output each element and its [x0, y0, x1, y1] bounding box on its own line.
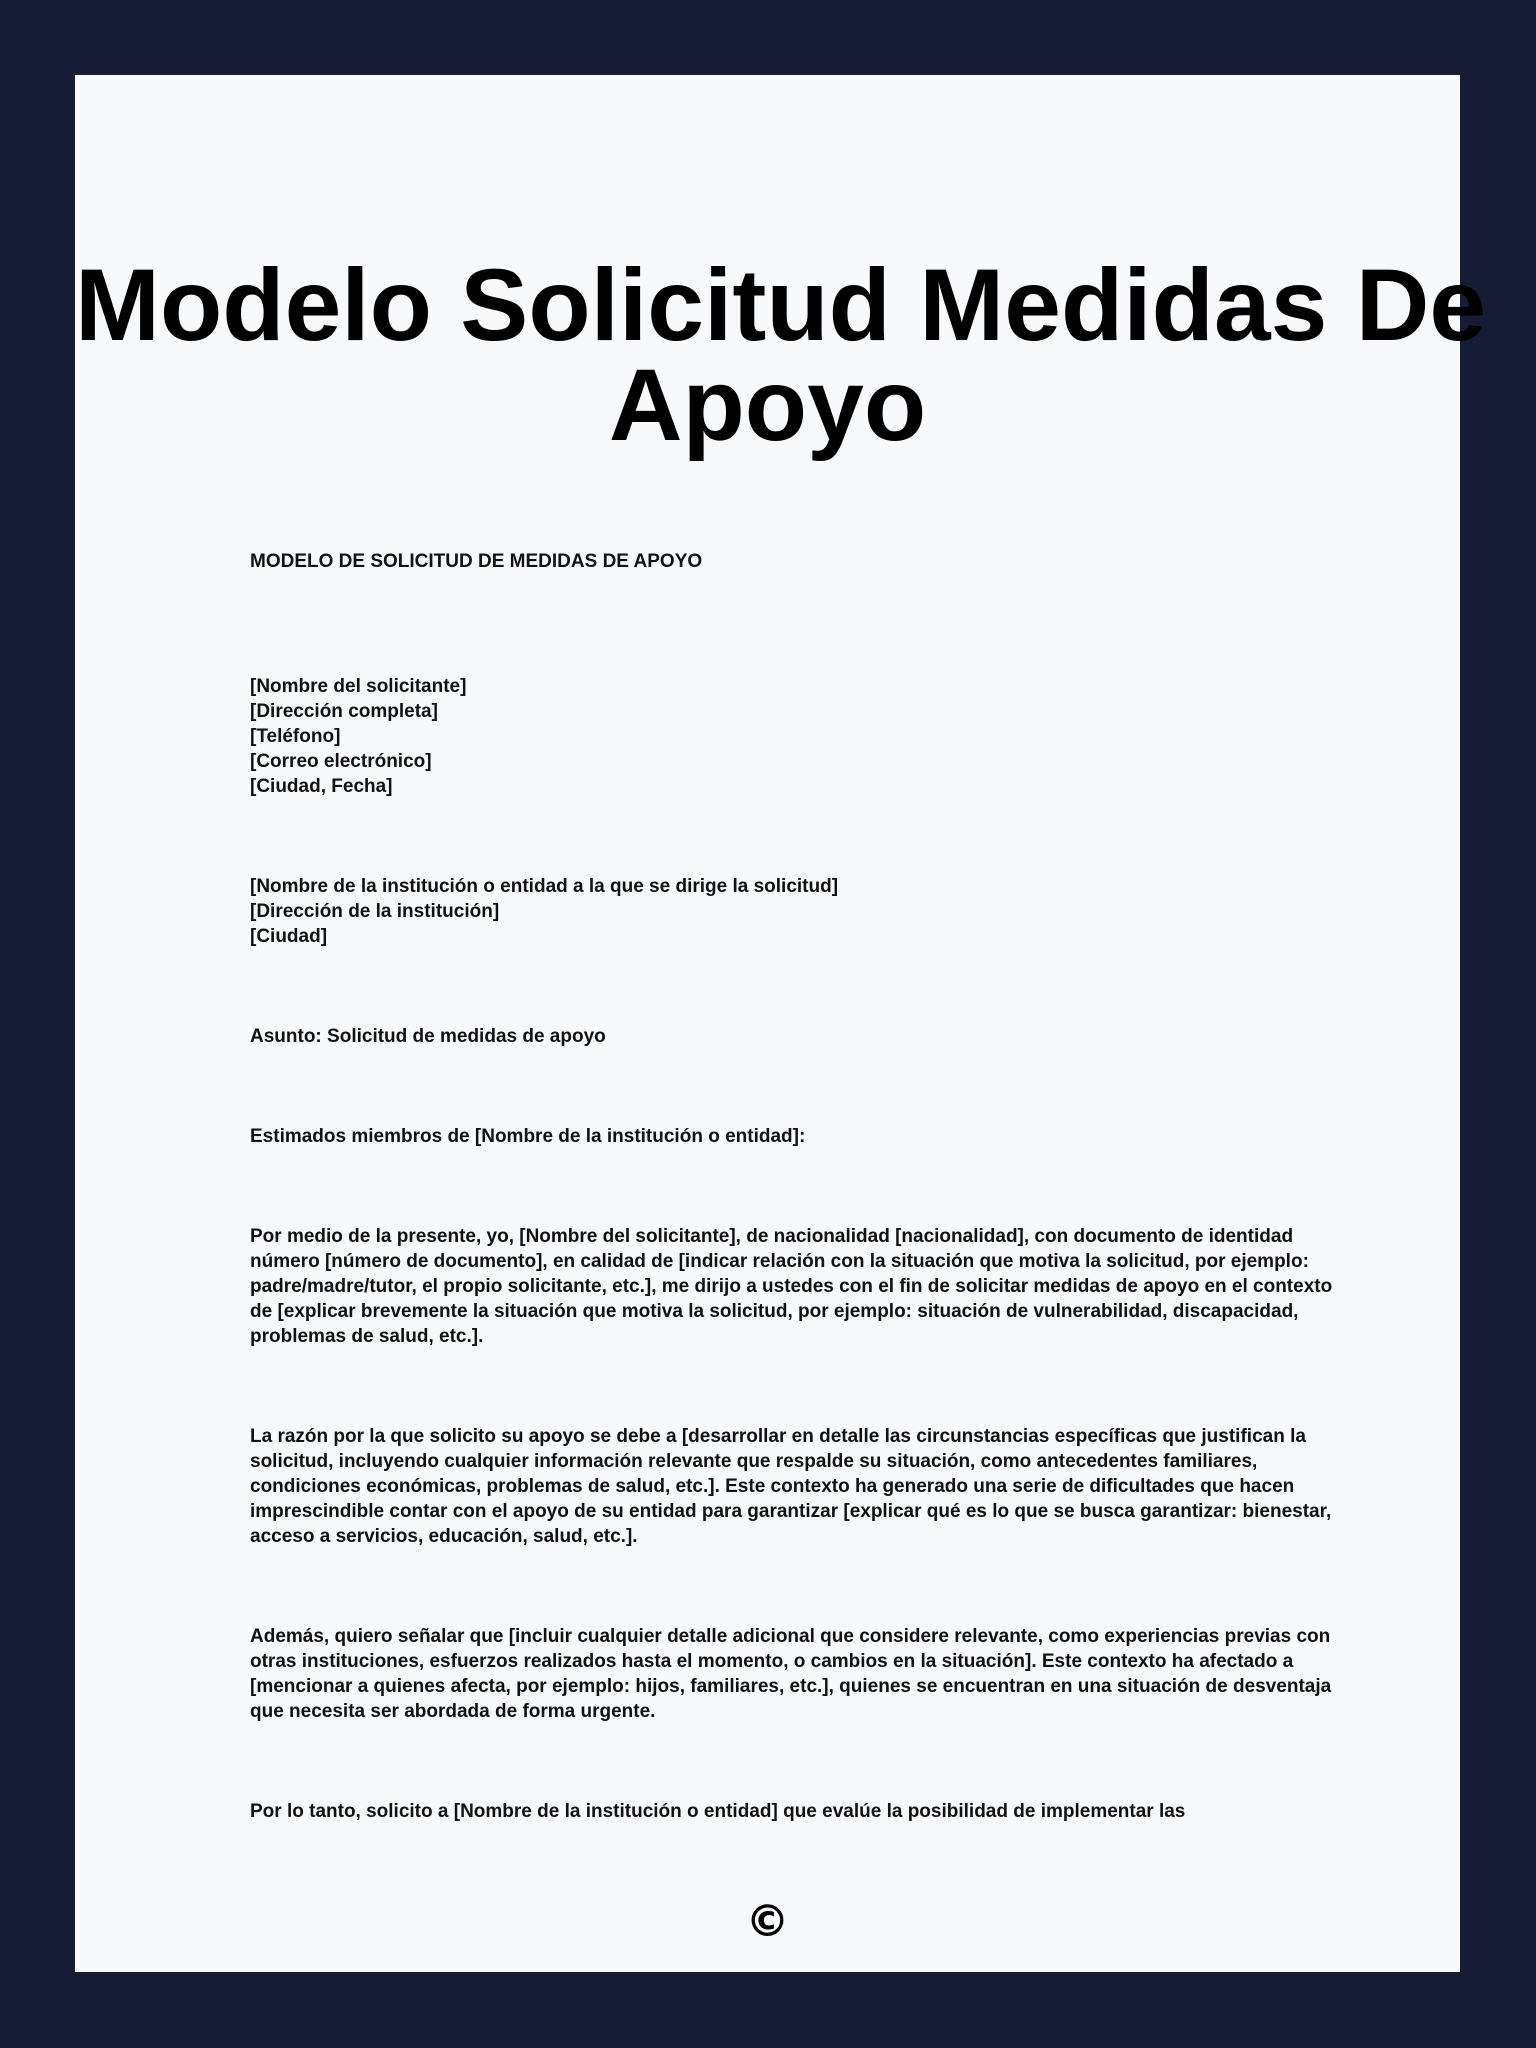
recipient-address: [Dirección de la institución]: [250, 901, 500, 922]
sender-address: [Dirección completa]: [250, 701, 438, 722]
sender-phone: [Teléfono]: [250, 726, 341, 747]
copyright-icon: ©: [745, 1896, 790, 1947]
sender-city-date: [Ciudad, Fecha]: [250, 776, 393, 797]
letter-body: [250, 549, 1350, 1824]
paragraph-1: Por medio de la presente, yo, [Nombre del solicitante], de nacionalidad [nacionalidad], con documento de identidad número [número de documento], en calidad de [indicar relación con la situación que motiva la solicitud, por ejemplo: padre/madre/tutor, el propio solicitante, etc.], me dirijo a ustedes con el fin de solicitar medidas de apoyo en el contexto de [explicar brevemente la situación que motiva la solicitud, por ejemplo: situación de vulnerabilidad, discapacidad, problemas de salud, etc.].: [250, 1226, 1333, 1347]
document-page: [75, 75, 1487, 1972]
paragraph-4: Por lo tanto, solicito a [Nombre de la institución o entidad] que evalúe la posibilidad de implementar las: [250, 1801, 1186, 1822]
letter-heading: MODELO DE SOLICITUD DE MEDIDAS DE APOYO: [250, 551, 703, 572]
sender-block: [250, 674, 1350, 799]
document-title: [75, 248, 1487, 462]
document-title-line-2: Apoyo: [608, 348, 927, 462]
document-title-line-1: Modelo Solicitud Medidas De: [75, 248, 1487, 362]
letter-greeting: Estimados miembros de [Nombre de la institución o entidad]:: [250, 1126, 806, 1147]
letter-subject: Asunto: Solicitud de medidas de apoyo: [250, 1026, 606, 1047]
sender-name: [Nombre del solicitante]: [250, 676, 467, 697]
paragraph-3: Además, quiero señalar que [incluir cualquier detalle adicional que considere relevante, como experiencias previas con otras instituciones, esfuerzos realizados hasta el momento, o cambios en la situación]. Este contexto ha afectado a [mencionar a quienes afecta, por ejemplo: hijos, familiares, etc.], quienes se encuentran en una situación de desventaja que necesita ser abordada de forma urgente.: [250, 1626, 1332, 1722]
sender-email: [Correo electrónico]: [250, 751, 432, 772]
paragraph-2: La razón por la que solicito su apoyo se debe a [desarrollar en detalle las circunstancias específicas que justifican la solicitud, incluyendo cualquier información relevante que respalde su situación, como antecedentes familiares, condiciones económicas, problemas de salud, etc.]. Este contexto ha generado una serie de dificultades que hacen imprescindible contar con el apoyo de su entidad para garantizar [explicar qué es lo que se busca garantizar: bienestar, acceso a servicios, educación, salud, etc.].: [250, 1426, 1332, 1547]
recipient-block: [250, 874, 1350, 949]
recipient-institution: [Nombre de la institución o entidad a la que se dirige la solicitud]: [250, 876, 839, 897]
recipient-city: [Ciudad]: [250, 926, 328, 947]
